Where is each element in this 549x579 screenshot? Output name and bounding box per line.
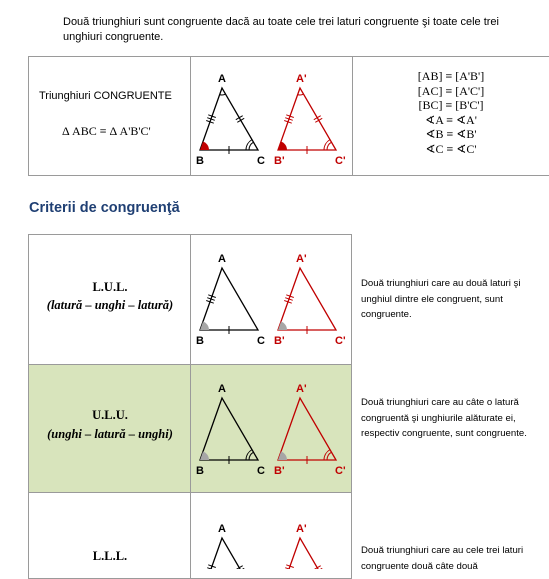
vertex-a-label: A <box>218 383 226 395</box>
vertex-a-label: A <box>218 73 226 85</box>
triangle-red <box>278 538 336 569</box>
criterion-lll-description: Două triunghiuri care au cele trei laturi congruente două câte două <box>361 545 524 572</box>
triangle-black <box>200 398 258 460</box>
vertex-c-label: C <box>257 465 265 477</box>
side-ac-black-tick <box>237 118 244 122</box>
criterion-lul-subtitle: (latură – unghi – latură) <box>46 298 174 312</box>
angle-c-red-mark <box>327 452 331 460</box>
vertex-b2-label: B' <box>274 465 285 477</box>
side-ac-black-tick <box>236 116 243 120</box>
angle-c-black-mark <box>249 452 253 460</box>
triangle-red <box>278 398 336 460</box>
vertex-c2-label: C' <box>335 335 346 347</box>
angle-c-red-mark <box>327 142 331 150</box>
triangle-red <box>278 268 336 330</box>
vertex-c2-label: C' <box>335 155 346 167</box>
criterion-lll-name: L.L.L. <box>92 549 128 563</box>
vertex-b-label: B <box>196 465 204 477</box>
criterion-lul-description: Două triunghiuri care au două laturi şi unghiul dintre ele congruent, sunt congruente. <box>361 278 521 320</box>
vertex-a2-label: A' <box>296 383 307 395</box>
vertex-b-label: B <box>196 335 204 347</box>
relation-ac: [AC] ≡ [A'C'] <box>417 83 485 98</box>
section-title: Criterii de congruenţă <box>29 200 180 216</box>
side-ac-red-tick <box>315 118 322 122</box>
relation-ab: [AB] ≡ [A'B'] <box>417 69 485 83</box>
relation-angle-b: ∢B ≡ ∢B' <box>425 127 477 141</box>
vertex-b-label: B <box>196 155 204 167</box>
vertex-c2-label: C' <box>335 465 346 477</box>
angle-a-black-mark <box>220 94 226 95</box>
congruent-label: Triunghiuri CONGRUENTE <box>39 90 172 102</box>
criterion-ulu-name: U.L.U. <box>92 408 128 422</box>
vertex-a-label: A <box>218 253 226 265</box>
side-ac-red-tick <box>314 116 321 120</box>
criterion-lul-name: L.U.L. <box>92 280 128 294</box>
vertex-a2-label: A' <box>296 523 307 535</box>
criterion-ulu-subtitle: (unghi – latură – unghi) <box>47 427 173 441</box>
criterion-ulu-description: Două triunghiuri care au câte o latură congruentă şi unghiurile alăturate ei, respectiv congruente, sunt congruente. <box>361 397 527 439</box>
vertex-a2-label: A' <box>296 253 307 265</box>
vertex-c-label: C <box>257 155 265 167</box>
angle-a-red-mark <box>298 94 304 95</box>
vertex-b2-label: B' <box>274 335 285 347</box>
relation-bc: [BC] ≡ [B'C'] <box>418 98 484 112</box>
triangle-black <box>200 268 258 330</box>
triangle-red <box>278 88 336 150</box>
relation-angle-c: ∢C ≡ ∢C' <box>425 141 477 156</box>
vertex-c-label: C <box>257 335 265 347</box>
relation-angle-a: ∢A ≡ ∢A' <box>425 112 477 127</box>
angle-c-black-mark <box>249 142 253 150</box>
congruence-equation: Δ ABC ≡ Δ A'B'C' <box>62 124 151 138</box>
vertex-a-label: A <box>218 523 226 535</box>
triangle-black <box>200 538 258 569</box>
triangle-black <box>200 88 258 150</box>
vertex-b2-label: B' <box>274 155 285 167</box>
vertex-a2-label: A' <box>296 73 307 85</box>
intro-text: Două triunghiuri sunt congruente dacă au toate cele trei laturi congruente şi toate cele trei unghiuri congruente. <box>63 16 499 43</box>
